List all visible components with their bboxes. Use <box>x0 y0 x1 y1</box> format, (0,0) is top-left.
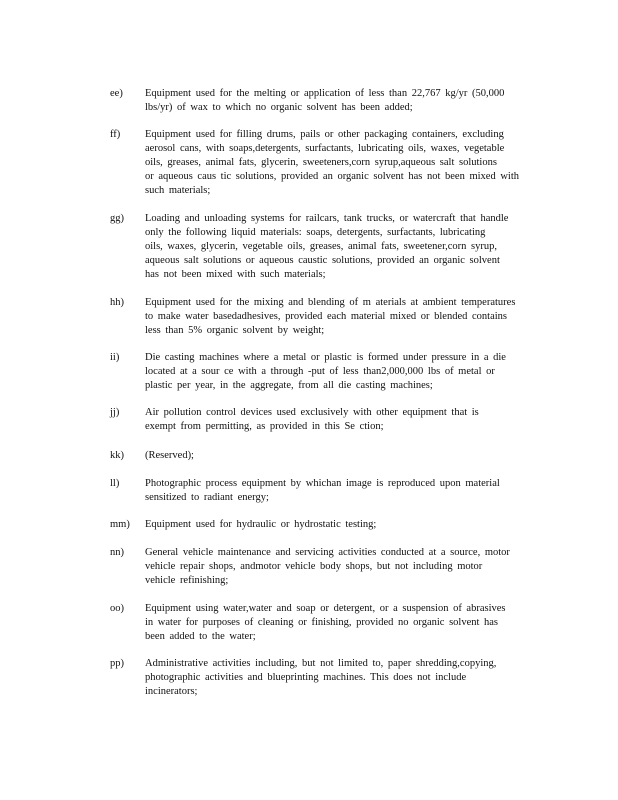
text-line: Equipment used for the melting or application of less than 22,767 kg/yr (50,000 <box>145 88 505 99</box>
item-label: hh) <box>110 297 124 308</box>
item-label: nn) <box>110 547 124 558</box>
text-line: Equipment used for the mixing and blending of m aterials at ambient temperatures <box>145 297 516 308</box>
text-line: only the following liquid materials: soaps, detergents, surfactants, lubricating <box>145 227 486 238</box>
text-line: General vehicle maintenance and servicing activities conducted at a source, motor <box>145 547 510 558</box>
text-line: exempt from permitting, as provided in this Se ction; <box>145 421 384 432</box>
text-line: located at a sour ce with a through -put of less than2,000,000 lbs of metal or <box>145 366 495 377</box>
item-label: ii) <box>110 352 120 363</box>
text-line: less than 5% organic solvent by weight; <box>145 325 325 336</box>
text-line: (Reserved); <box>145 450 194 461</box>
text-line: oils, greases, animal fats, glycerin, sweeteners,corn syrup,aqueous salt solutions <box>145 157 497 168</box>
item-label: ff) <box>110 129 121 140</box>
text-line: lbs/yr) of wax to which no organic solvent has been added; <box>145 102 413 113</box>
text-line: Air pollution control devices used exclusively with other equipment that is <box>145 407 479 418</box>
text-line: Administrative activities including, but not limited to, paper shredding,copying, <box>145 658 497 669</box>
item-label: kk) <box>110 450 124 461</box>
item-label: jj) <box>110 407 120 418</box>
text-line: aerosol cans, with soaps,detergents, surfactants, lubricating oils, waxes, vegetable <box>145 143 505 154</box>
text-line: photographic activities and blueprinting machines. This does not include <box>145 672 467 683</box>
item-text <box>145 128 545 198</box>
text-line: vehicle repair shops, andmotor vehicle body shops, but not including motor <box>145 561 483 572</box>
item-text <box>145 212 545 282</box>
item-text <box>145 351 545 393</box>
text-line: in water for purposes of cleaning or finishing, provided no organic solvent has <box>145 617 499 628</box>
text-line: Photographic process equipment by whichan image is reproduced upon material <box>145 478 500 489</box>
item-text <box>145 449 545 463</box>
text-line: has not been mixed with such materials; <box>145 269 326 280</box>
text-line: Equipment using water,water and soap or detergent, or a suspension of abrasives <box>145 603 506 614</box>
item-text <box>145 518 545 532</box>
item-text <box>145 406 545 434</box>
text-line: vehicle refinishing; <box>145 575 229 586</box>
text-line: oils, waxes, glycerin, vegetable oils, greases, animal fats, sweetener,corn syrup, <box>145 241 498 252</box>
item-text <box>145 602 545 644</box>
text-line: to make water basedadhesives, provided each material mixed or blended contains <box>145 311 507 322</box>
item-text <box>145 657 545 699</box>
text-line: incinerators; <box>145 686 198 697</box>
text-line: Die casting machines where a metal or plastic is formed under pressure in a die <box>145 352 506 363</box>
item-text <box>145 477 545 505</box>
item-label: mm) <box>110 519 130 530</box>
item-label: oo) <box>110 603 124 614</box>
text-line: Equipment used for hydraulic or hydrostatic testing; <box>145 519 377 530</box>
text-line: sensitized to radiant energy; <box>145 492 269 503</box>
item-label: gg) <box>110 213 124 224</box>
item-label: pp) <box>110 658 124 669</box>
text-line: or aqueous caus tic solutions, provided an organic solvent has not been mixed with <box>145 171 519 182</box>
text-line: plastic per year, in the aggregate, from all die casting machines; <box>145 380 433 391</box>
item-text <box>145 296 545 338</box>
text-line: such materials; <box>145 185 211 196</box>
item-label: ll) <box>110 478 120 489</box>
item-text <box>145 87 545 115</box>
item-label: ee) <box>110 88 123 99</box>
text-line: Loading and unloading systems for railcars, tank trucks, or watercraft that handle <box>145 213 509 224</box>
text-line: been added to the water; <box>145 631 256 642</box>
item-text <box>145 546 545 588</box>
text-line: Equipment used for filling drums, pails or other packaging containers, excluding <box>145 129 504 140</box>
text-line: aqueous salt solutions or aqueous caustic solutions, provided an organic solvent <box>145 255 500 266</box>
